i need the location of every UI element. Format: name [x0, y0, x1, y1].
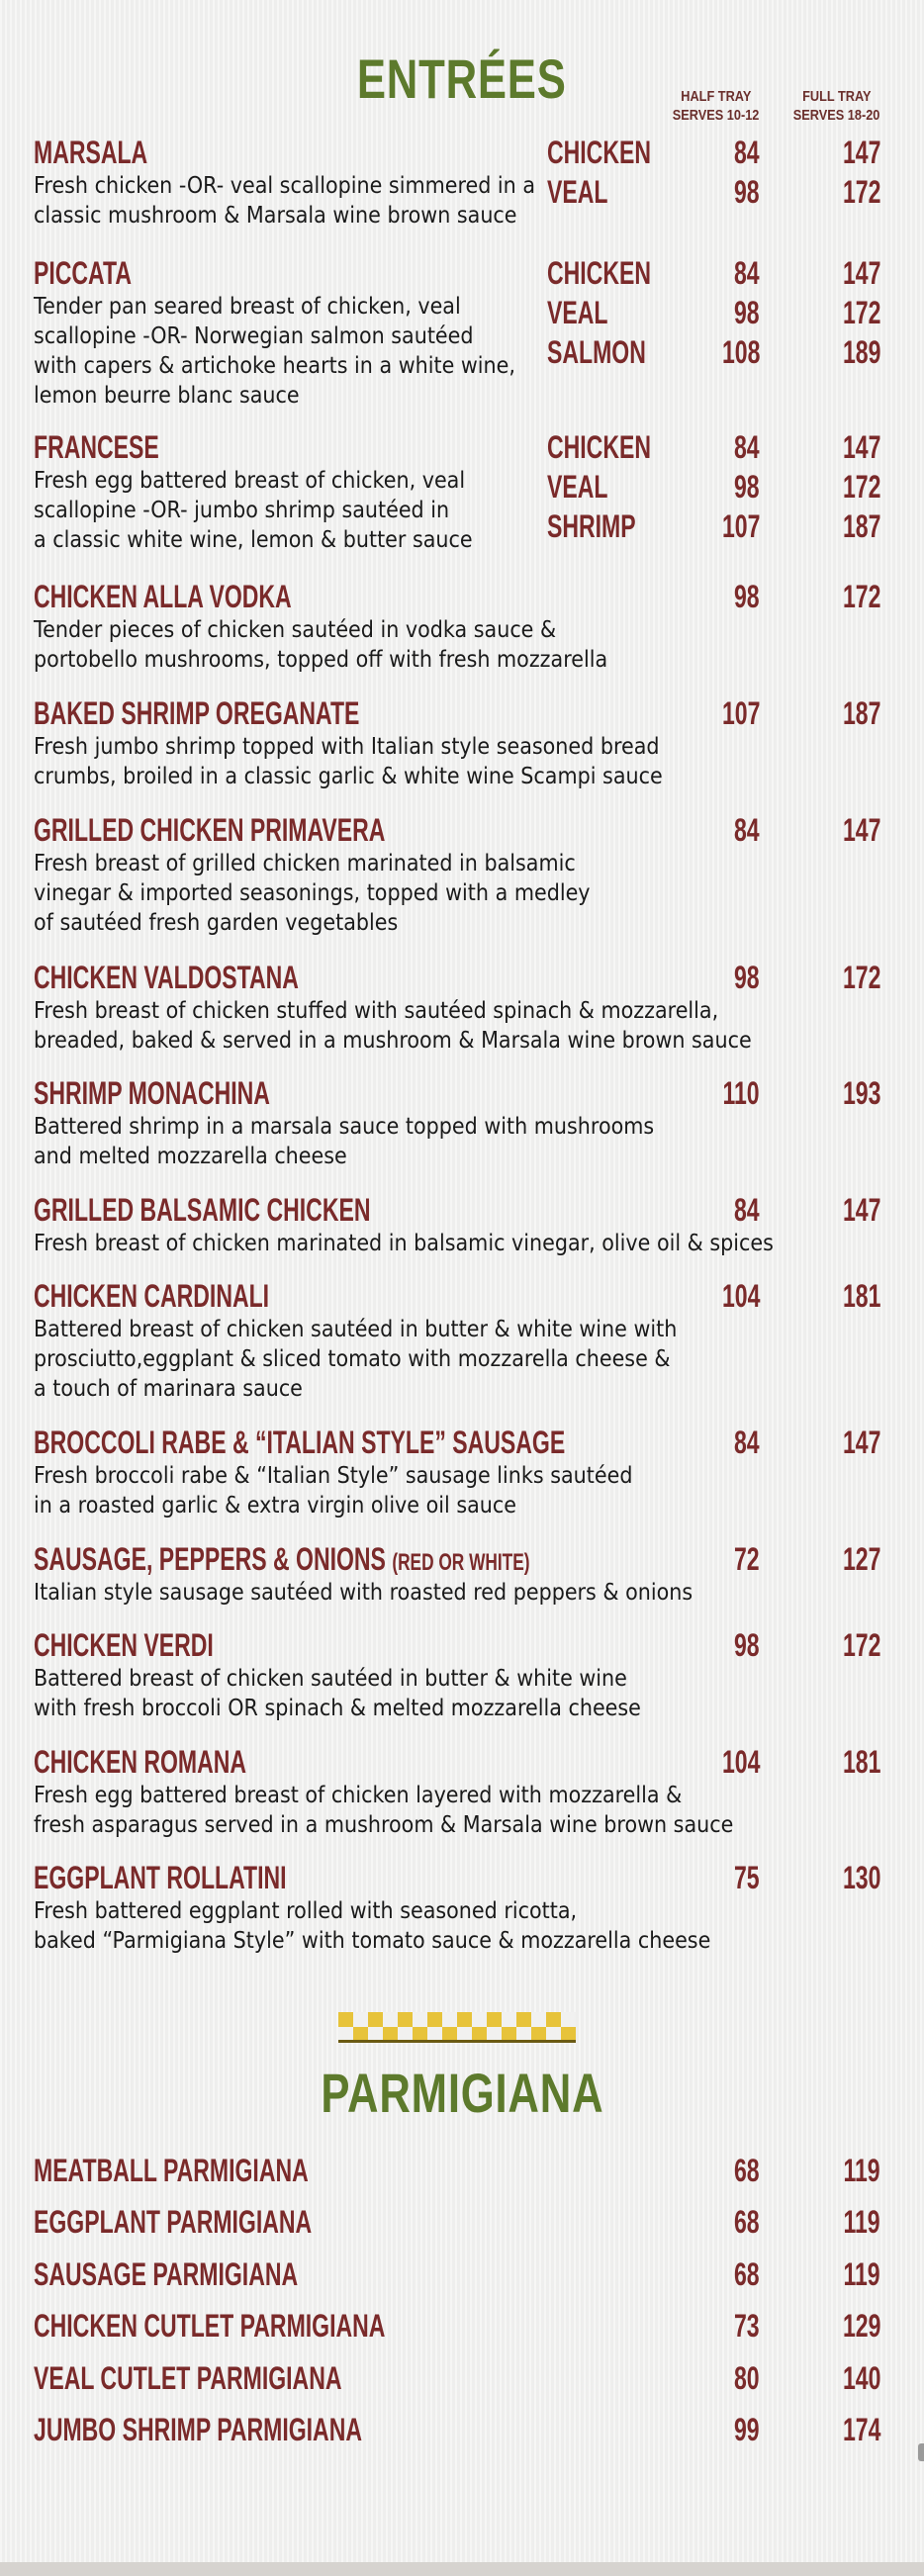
entree-name-text: GRILLED CHICKEN PRIMAVERA	[34, 812, 386, 848]
half-tray-price-text: 104	[721, 1744, 760, 1780]
checker-square	[368, 2012, 383, 2027]
entree-name-text: GRILLED BALSAMIC CHICKEN	[34, 1192, 371, 1228]
parmigiana-name-text: VEAL CUTLET PARMIGIANA	[34, 2360, 342, 2396]
entree-name-text: SAUSAGE, PEPPERS & ONIONS (RED OR WHITE)	[34, 1541, 530, 1577]
option-label-text: VEAL	[547, 174, 608, 210]
half-tray-price-text: 84	[734, 812, 760, 848]
full-tray-price-text: 187	[842, 695, 880, 731]
entree-name-text: CHICKEN CARDINALI	[34, 1278, 270, 1314]
full-tray-price	[762, 174, 880, 210]
entree-description	[34, 848, 894, 937]
full-tray-price-text: 147	[842, 1192, 880, 1228]
full-tray-price-text: 172	[842, 960, 880, 995]
half-tray-price	[641, 334, 760, 370]
half-tray-price-text: 98	[734, 1627, 760, 1663]
checker-square	[516, 2012, 531, 2027]
option-label-text: CHICKEN	[547, 135, 651, 170]
full-tray-price	[762, 1541, 880, 1577]
entree-note: (RED OR WHITE)	[392, 1549, 530, 1576]
half-tray-price-text: 98	[734, 295, 760, 330]
checker-square	[502, 2027, 516, 2042]
parmigiana-name-text: EGGPLANT PARMIGIANA	[34, 2204, 313, 2240]
half-tray-price	[641, 1278, 760, 1314]
checker-square	[413, 2027, 427, 2042]
half-tray-price	[641, 174, 760, 210]
full-tray-price-text: 172	[842, 1627, 880, 1663]
entree-name-text: FRANCESE	[34, 429, 159, 465]
checker-square	[442, 2027, 457, 2042]
entree-description-text: Fresh breast of grilled chicken marinated in balsamic vinegar & imported seasonings, topped with a medley of sautéed fresh garden vegetables	[34, 849, 591, 936]
parmigiana-name-text: JUMBO SHRIMP PARMIGIANA	[34, 2412, 362, 2447]
half-tray-price-text: 108	[721, 334, 760, 370]
full-tray-price-text: 193	[842, 1075, 880, 1111]
entree-name-text: CHICKEN VALDOSTANA	[34, 960, 299, 995]
full-tray-price	[762, 2308, 880, 2344]
half-tray-price	[641, 1541, 760, 1577]
checker-underline	[338, 2040, 576, 2043]
checker-divider	[338, 2010, 576, 2044]
full-tray-price-text: 147	[842, 255, 880, 291]
checker-square	[398, 2012, 413, 2027]
option-label-text: SALMON	[547, 334, 646, 370]
checker-square	[413, 2012, 427, 2027]
entree-name-text: PICCATA	[34, 255, 132, 291]
half-tray-price	[641, 1627, 760, 1663]
checker-square	[368, 2027, 383, 2042]
entree-description-text: Fresh egg battered breast of chicken layered with mozzarella & fresh asparagus served in a mushroom & Marsala wine brown sauce	[34, 1781, 734, 1838]
half-tray-price-text: 84	[734, 1425, 760, 1460]
entree-description	[34, 731, 894, 790]
full-tray-price	[762, 2360, 880, 2396]
full-tray-price-text: 140	[842, 2360, 880, 2396]
half-tray-price	[641, 960, 760, 995]
half-tray-price	[641, 508, 760, 544]
entree-name-text: CHICKEN ALLA VODKA	[34, 579, 292, 614]
entree-description-text: Battered breast of chicken sautéed in butter & white wine with prosciutto,eggplant & sliced tomato with mozzarella cheese & a touch of marinara sauce	[34, 1315, 678, 1402]
option-label-text: CHICKEN	[547, 429, 651, 465]
full-tray-price-text: 147	[842, 135, 880, 170]
full-tray-price	[762, 1192, 880, 1228]
option-label-text: VEAL	[547, 295, 608, 330]
full-tray-price	[762, 1425, 880, 1460]
entrees-title: ENTRÉES	[357, 47, 567, 110]
half-tray-price	[641, 295, 760, 330]
half-tray-price	[641, 255, 760, 291]
entree-name-text: EGGPLANT ROLLATINI	[34, 1860, 287, 1895]
entree-description-text: Battered shrimp in a marsala sauce topped with mushrooms and melted mozzarella cheese	[34, 1112, 655, 1169]
entree-description	[34, 1460, 894, 1519]
option-label	[547, 174, 631, 210]
full-tray-price-text: 172	[842, 579, 880, 614]
entree-description	[34, 614, 894, 674]
option-label-text: VEAL	[547, 469, 608, 505]
entree-name-text: CHICKEN ROMANA	[34, 1744, 247, 1780]
checker-square	[546, 2027, 561, 2042]
half-tray-price-text: 107	[721, 695, 760, 731]
full-tray-price-text: 181	[842, 1744, 880, 1780]
entree-name-text: MARSALA	[34, 135, 148, 170]
half-tray-price	[641, 1860, 760, 1895]
entree-name-text: BROCCOLI RABE & “ITALIAN STYLE” SAUSAGE	[34, 1425, 566, 1460]
entree-description-text: Tender pan seared breast of chicken, veal scallopine -OR- Norwegian salmon sautéed with capers & artichoke hearts in a white wine, lemon beurre blanc sauce	[34, 292, 515, 409]
full-tray-price-text: 147	[842, 1425, 880, 1460]
full-tray-price	[762, 429, 880, 465]
parmigiana-name-text: SAUSAGE PARMIGIANA	[34, 2256, 299, 2292]
bottom-strip	[0, 2562, 924, 2576]
entree-description	[34, 1111, 894, 1170]
entree-description-text: Fresh battered eggplant rolled with seasoned ricotta, baked “Parmigiana Style” with tomato sauce & mozzarella cheese	[34, 1896, 711, 1954]
full-tray-price-text: 181	[842, 1278, 880, 1314]
half-tray-price	[641, 1744, 760, 1780]
entree-description	[34, 995, 894, 1055]
checker-square	[502, 2012, 516, 2027]
half-tray-price-text: 75	[734, 1860, 760, 1895]
option-label-text: CHICKEN	[547, 255, 651, 291]
checker-square	[338, 2012, 353, 2027]
parmigiana-title: PARMIGIANA	[320, 2062, 604, 2124]
half-tray-price-text: 68	[734, 2153, 760, 2188]
entree-description-text: Fresh jumbo shrimp topped with Italian style seasoned bread crumbs, broiled in a classic garlic & white wine Scampi sauce	[34, 732, 663, 789]
entree-description-text: Fresh breast of chicken marinated in balsamic vinegar, olive oil & spices	[34, 1229, 774, 1256]
checker-square	[531, 2012, 546, 2027]
full-tray-price-text: 172	[842, 174, 880, 210]
half-tray-price	[641, 1192, 760, 1228]
half-tray-price	[641, 2412, 760, 2447]
full-tray-price	[762, 2412, 880, 2447]
full-tray-price-text: 127	[842, 1541, 880, 1577]
full-tray-price	[762, 2204, 880, 2240]
full-tray-price-text: 119	[843, 2256, 880, 2292]
entree-description-text: Battered breast of chicken sautéed in butter & white wine with fresh broccoli OR spinach & melted mozzarella cheese	[34, 1664, 641, 1721]
checker-square	[561, 2012, 576, 2027]
half-tray-price-text: 98	[734, 469, 760, 505]
full-tray-price	[762, 2153, 880, 2188]
full-tray-price	[762, 812, 880, 848]
entree-description	[34, 1577, 894, 1607]
half-tray-price-text: 84	[734, 1192, 760, 1228]
checker-square	[427, 2012, 442, 2027]
full-tray-price	[762, 1744, 880, 1780]
half-tray-price	[641, 812, 760, 848]
entree-description-text: Fresh broccoli rabe & “Italian Style” sausage links sautéed in a roasted garlic & extra virgin olive oil sauce	[34, 1461, 633, 1518]
full-tray-price-text: 129	[842, 2308, 880, 2344]
entree-name-text: CHICKEN VERDI	[34, 1627, 214, 1663]
checker-square	[487, 2012, 502, 2027]
checker-square	[487, 2027, 502, 2042]
full-tray-price-text: 172	[842, 469, 880, 505]
half-tray-price-text: 84	[734, 135, 760, 170]
full-tray-price	[762, 295, 880, 330]
full-tray-price-text: 189	[842, 334, 880, 370]
option-label	[547, 295, 631, 330]
checker-square	[472, 2012, 487, 2027]
full-tray-price	[762, 255, 880, 291]
half-tray-price	[641, 135, 760, 170]
checker-square	[338, 2027, 353, 2042]
full-tray-price	[762, 508, 880, 544]
full-tray-price-text: 174	[842, 2412, 880, 2447]
full-tray-price	[762, 1278, 880, 1314]
half-tray-price-text: 84	[734, 255, 760, 291]
parmigiana-name-text: MEATBALL PARMIGIANA	[34, 2153, 309, 2188]
full-tray-price-text: 119	[843, 2153, 880, 2188]
half-tray-price-text: 98	[734, 579, 760, 614]
full-tray-header: FULL TRAY SERVES 18-20	[793, 88, 880, 124]
checker-square	[531, 2027, 546, 2042]
checker-square	[427, 2027, 442, 2042]
full-tray-price	[762, 469, 880, 505]
half-tray-price	[641, 2204, 760, 2240]
checker-square	[383, 2012, 398, 2027]
entree-description-text: Tender pieces of chicken sautéed in vodka sauce & portobello mushrooms, topped off with fresh mozzarella	[34, 615, 608, 673]
full-tray-price-text: 119	[843, 2204, 880, 2240]
checker-square	[457, 2012, 472, 2027]
full-tray-price	[762, 1075, 880, 1111]
checker-square	[472, 2027, 487, 2042]
entree-description-text: Fresh breast of chicken stuffed with sautéed spinach & mozzarella, breaded, baked & served in a mushroom & Marsala wine brown sauce	[34, 996, 752, 1054]
half-tray-price-text: 84	[734, 429, 760, 465]
checker-square	[516, 2027, 531, 2042]
half-tray-price-text: 80	[734, 2360, 760, 2396]
half-tray-price	[641, 1425, 760, 1460]
half-tray-price-text: 73	[734, 2308, 760, 2344]
entree-description	[34, 1228, 894, 1257]
edge-mark	[918, 2443, 924, 2461]
full-tray-price-text: 147	[842, 429, 880, 465]
full-tray-price	[762, 334, 880, 370]
entree-description-text: Fresh egg battered breast of chicken, veal scallopine -OR- jumbo shrimp sautéed in a classic white wine, lemon & butter sauce	[34, 466, 473, 553]
full-tray-price	[762, 960, 880, 995]
half-tray-price	[641, 429, 760, 465]
half-tray-price	[641, 695, 760, 731]
full-tray-price	[762, 695, 880, 731]
half-tray-price-text: 98	[734, 960, 760, 995]
checker-square	[383, 2027, 398, 2042]
half-tray-price-text: 110	[722, 1075, 760, 1111]
half-tray-price	[641, 2256, 760, 2292]
full-tray-price	[762, 1860, 880, 1895]
half-tray-price	[641, 579, 760, 614]
full-tray-price-text: 130	[842, 1860, 880, 1895]
entree-description	[34, 1780, 894, 1839]
checker-square	[457, 2027, 472, 2042]
half-tray-price-text: 107	[721, 508, 760, 544]
half-tray-header: HALF TRAY SERVES 10-12	[673, 88, 760, 124]
checker-square	[561, 2027, 576, 2042]
half-tray-price	[641, 2308, 760, 2344]
half-tray-price-text: 99	[734, 2412, 760, 2447]
entree-description	[34, 1895, 894, 1955]
entree-description-text: Italian style sausage sautéed with roasted red peppers & onions	[34, 1578, 693, 1606]
entree-description	[34, 1663, 894, 1722]
half-tray-price	[641, 469, 760, 505]
half-tray-price-text: 98	[734, 174, 760, 210]
full-tray-price-text: 187	[842, 508, 880, 544]
full-tray-price-text: 147	[842, 812, 880, 848]
checker-square	[442, 2012, 457, 2027]
half-tray-price	[641, 2360, 760, 2396]
checker-square	[353, 2012, 368, 2027]
half-tray-price-text: 104	[721, 1278, 760, 1314]
half-tray-price	[641, 2153, 760, 2188]
half-tray-price	[641, 1075, 760, 1111]
full-tray-price	[762, 579, 880, 614]
entree-description	[34, 1314, 894, 1403]
full-tray-price	[762, 1627, 880, 1663]
checker-square	[398, 2027, 413, 2042]
entree-name-text: SHRIMP MONACHINA	[34, 1075, 270, 1111]
entree-description-text: Fresh chicken -OR- veal scallopine simmered in a classic mushroom & Marsala wine brown sauce	[34, 171, 536, 229]
checker-square	[353, 2027, 368, 2042]
option-label-text: SHRIMP	[547, 508, 636, 544]
half-tray-price-text: 68	[734, 2256, 760, 2292]
option-label	[547, 469, 631, 505]
half-tray-price-text: 68	[734, 2204, 760, 2240]
full-tray-price-text: 172	[842, 295, 880, 330]
half-tray-price-text: 72	[734, 1541, 760, 1577]
checker-square	[546, 2012, 561, 2027]
full-tray-price	[762, 2256, 880, 2292]
entree-name-text: BAKED SHRIMP OREGANATE	[34, 695, 360, 731]
parmigiana-name-text: CHICKEN CUTLET PARMIGIANA	[34, 2308, 386, 2344]
full-tray-price	[762, 135, 880, 170]
